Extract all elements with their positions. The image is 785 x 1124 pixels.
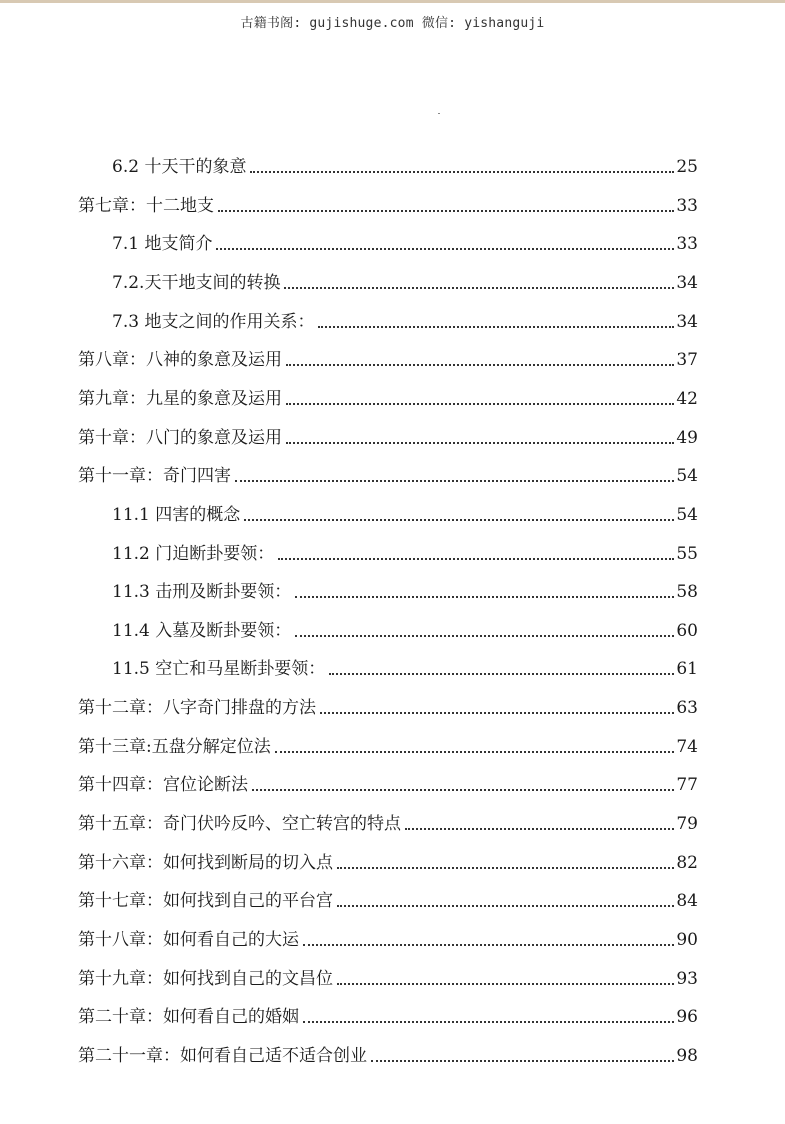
toc-chapter-entry[interactable] [78,759,698,795]
toc-entry-page-number: 74 [676,736,698,757]
toc-entry-page-number: 77 [676,775,698,796]
toc-entry-title: 第二十章：如何看自己的婚姻 [78,1007,299,1028]
toc-entry-title: 11.1 四害的概念 [112,504,241,525]
watermark-text: 古籍书阁: gujishuge.com 微信: yishanguji [240,16,545,31]
toc-entry-page-number: 55 [676,543,698,564]
toc-dot-leader [318,326,674,328]
toc-section-entry[interactable] [112,489,698,525]
toc-chapter-entry[interactable] [78,798,698,834]
toc-entry-page-number: 37 [676,350,698,371]
toc-section-entry[interactable] [112,605,698,641]
toc-entry-page-number: 90 [676,930,698,950]
toc-dot-leader [337,867,674,869]
toc-dot-leader [337,983,674,985]
toc-section-entry[interactable] [112,643,698,679]
toc-entry-title: 第十二章：八字奇门排盘的方法 [78,698,316,719]
toc-dot-leader [286,364,674,366]
toc-section-entry[interactable] [112,218,698,254]
toc-entry-title: 11.4 入墓及断卦要领： [112,620,292,641]
toc-entry-page-number: 34 [676,272,698,293]
toc-entry-title: 第八章：八神的象意及运用 [78,350,282,371]
toc-entry-title: 第十四章：宫位论断法 [78,775,248,796]
toc-dot-leader [278,558,674,560]
toc-entry-page-number: 58 [676,582,698,603]
toc-dot-leader [371,1060,674,1062]
page-top-strip [0,0,785,3]
toc-dot-leader [252,789,674,791]
toc-dot-leader [284,287,674,289]
toc-chapter-entry[interactable] [78,721,698,757]
toc-entry-title: 11.5 空亡和马星断卦要领： [112,659,326,680]
toc-entry-page-number: 33 [676,195,698,216]
toc-entry-title: 第九章：九星的象意及运用 [78,388,282,409]
toc-dot-leader [218,210,674,212]
toc-entry-title: 第二十一章：如何看自己适不适合创业 [78,1045,367,1066]
toc-chapter-entry[interactable] [78,991,698,1027]
toc-chapter-entry[interactable] [78,682,698,718]
toc-section-entry[interactable] [112,141,698,177]
toc-dot-leader [286,403,674,405]
toc-chapter-entry[interactable] [78,1030,698,1066]
toc-dot-leader [303,1021,674,1023]
toc-entry-title: 第十五章：奇门伏吟反吟、空亡转宫的特点 [78,814,401,835]
toc-dot-leader [337,905,674,907]
toc-entry-page-number: 54 [676,466,698,487]
toc-dot-leader [295,635,674,637]
toc-chapter-entry[interactable] [78,914,698,950]
toc-entry-title: 第十一章：奇门四害 [78,466,231,487]
toc-entry-page-number: 34 [676,311,698,332]
toc-dot-leader [244,519,674,521]
toc-entry-title: 第十九章：如何找到自己的文昌位 [78,968,333,989]
toc-entry-title: 11.3 击刑及断卦要领： [112,582,292,603]
toc-entry-title: 7.2.天干地支间的转换 [112,272,281,293]
toc-entry-page-number: 54 [676,504,698,525]
toc-dot-leader [275,751,675,753]
toc-chapter-entry[interactable] [78,875,698,911]
toc-entry-page-number: 42 [676,388,698,409]
toc-dot-leader [295,596,674,598]
toc-entry-page-number: 60 [676,620,698,641]
toc-dot-leader [286,442,674,444]
toc-chapter-entry[interactable] [78,412,698,448]
toc-entry-title: 7.1 地支简介 [112,234,213,255]
toc-dot-leader [303,944,674,946]
toc-entry-page-number: 61 [676,659,698,680]
toc-entry-title: 6.2 十天干的象意 [112,157,247,177]
toc-chapter-entry[interactable] [78,450,698,486]
toc-entry-page-number: 25 [676,157,698,177]
toc-section-entry[interactable] [112,296,698,332]
toc-entry-page-number: 49 [676,427,698,448]
toc-entry-title: 第十章：八门的象意及运用 [78,427,282,448]
toc-chapter-entry[interactable] [78,180,698,216]
toc-chapter-entry[interactable] [78,837,698,873]
toc-entry-title: 第十三章:五盘分解定位法 [78,736,271,757]
toc-section-entry[interactable] [112,257,698,293]
toc-entry-page-number: 79 [676,814,698,835]
toc-chapter-entry[interactable] [78,334,698,370]
toc-entry-title: 11.2 门迫断卦要领： [112,543,275,564]
toc-entry-page-number: 98 [676,1045,698,1066]
toc-entry-page-number: 93 [676,968,698,989]
toc-entry-title: 第七章：十二地支 [78,195,214,216]
toc-dot-leader [405,828,674,830]
toc-entry-page-number: 33 [676,234,698,255]
toc-dot-leader [329,673,674,675]
toc-section-entry[interactable] [112,566,698,602]
toc-entry-page-number: 84 [676,891,698,912]
toc-entry-page-number: 63 [676,698,698,719]
toc-dot-leader [250,171,674,173]
toc-entry-title: 7.3 地支之间的作用关系： [112,311,315,332]
toc-entry-page-number: 96 [676,1007,698,1028]
toc-entry-title: 第十八章：如何看自己的大运 [78,930,299,950]
toc-entry-page-number: 82 [676,852,698,873]
scan-speck [438,113,440,114]
toc-entry-title: 第十七章：如何找到自己的平台宫 [78,891,333,912]
toc-entry-title: 第十六章：如何找到断局的切入点 [78,852,333,873]
toc-dot-leader [235,480,674,482]
toc-chapter-entry[interactable] [78,373,698,409]
toc-dot-leader [320,712,674,714]
toc-dot-leader [216,248,674,250]
toc-section-entry[interactable] [112,528,698,564]
toc-chapter-entry[interactable] [78,953,698,989]
